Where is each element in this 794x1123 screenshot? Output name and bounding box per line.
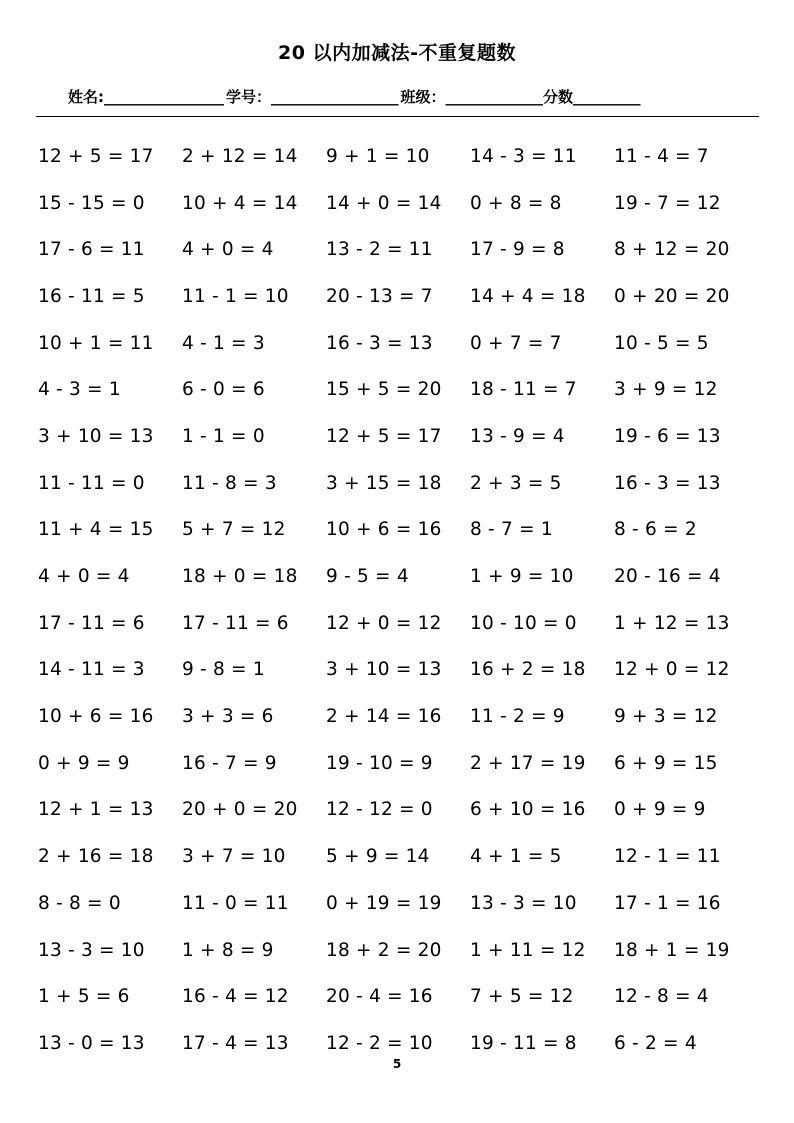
problem-item: 5 + 9 = 14 (326, 846, 430, 868)
problem-row (38, 133, 758, 180)
score-label: 分数 (543, 88, 574, 106)
problem-item: 10 - 5 = 5 (614, 332, 709, 354)
id-label: 学号： (226, 88, 272, 106)
problem-item: 1 + 8 = 9 (182, 939, 274, 961)
problem-item: 17 - 4 = 13 (182, 1032, 289, 1054)
problem-item: 20 - 16 = 4 (614, 566, 721, 588)
problem-item: 11 + 4 = 15 (38, 519, 154, 541)
problem-item: 10 - 10 = 0 (470, 612, 577, 634)
problem-item: 3 + 3 = 6 (182, 706, 274, 728)
problem-item: 2 + 14 = 16 (326, 706, 442, 728)
problem-item: 16 - 3 = 13 (326, 332, 433, 354)
problem-item: 0 + 7 = 7 (470, 332, 562, 354)
problem-row (38, 693, 758, 740)
problem-item: 14 - 3 = 11 (470, 145, 577, 167)
problem-item: 6 + 9 = 15 (614, 752, 718, 774)
problem-item: 3 + 10 = 13 (326, 659, 442, 681)
problem-item: 2 + 12 = 14 (182, 145, 298, 167)
problem-item: 2 + 17 = 19 (470, 752, 586, 774)
problem-item: 8 - 7 = 1 (470, 519, 553, 541)
problem-item: 11 - 8 = 3 (182, 472, 277, 494)
problem-row (38, 413, 758, 460)
problem-item: 19 - 10 = 9 (326, 752, 433, 774)
problem-item: 4 + 0 = 4 (182, 239, 274, 261)
problem-row (38, 180, 758, 227)
problem-item: 13 - 2 = 11 (326, 239, 433, 261)
problem-item: 12 + 5 = 17 (38, 145, 154, 167)
problem-item: 18 + 1 = 19 (614, 939, 730, 961)
problem-row (38, 460, 758, 507)
problem-item: 17 - 1 = 16 (614, 892, 721, 914)
problem-grid (38, 133, 758, 1067)
problem-item: 12 - 12 = 0 (326, 799, 433, 821)
problem-item: 0 + 8 = 8 (470, 192, 562, 214)
problem-item: 17 - 11 = 6 (182, 612, 289, 634)
name-blank: ________________ (104, 88, 224, 106)
problem-row (38, 880, 758, 927)
problem-item: 11 - 2 = 9 (470, 706, 565, 728)
problem-item: 13 - 9 = 4 (470, 425, 565, 447)
worksheet-title: 20 以内加减法-不重复题数 (278, 42, 516, 64)
problem-item: 2 + 3 = 5 (470, 472, 562, 494)
problem-item: 11 - 11 = 0 (38, 472, 145, 494)
problem-item: 13 - 0 = 13 (38, 1032, 145, 1054)
problem-item: 15 + 5 = 20 (326, 379, 442, 401)
problem-item: 4 + 1 = 5 (470, 846, 562, 868)
problem-item: 9 + 1 = 10 (326, 145, 430, 167)
problem-item: 16 - 3 = 13 (614, 472, 721, 494)
problem-item: 6 - 0 = 6 (182, 379, 265, 401)
problem-item: 12 + 0 = 12 (614, 659, 730, 681)
problem-item: 10 + 6 = 16 (38, 706, 154, 728)
problem-item: 8 - 6 = 2 (614, 519, 697, 541)
problem-item: 16 - 4 = 12 (182, 986, 289, 1008)
problem-item: 1 + 11 = 12 (470, 939, 586, 961)
page-number: 5 (392, 1057, 402, 1071)
problem-item: 15 - 15 = 0 (38, 192, 145, 214)
problem-item: 9 - 8 = 1 (182, 659, 265, 681)
problem-row (38, 226, 758, 273)
problem-item: 16 - 7 = 9 (182, 752, 277, 774)
problem-item: 12 - 1 = 11 (614, 846, 721, 868)
problem-item: 18 + 0 = 18 (182, 566, 298, 588)
problem-item: 1 + 5 = 6 (38, 986, 130, 1008)
problem-item: 0 + 20 = 20 (614, 285, 730, 307)
problem-item: 19 - 11 = 8 (470, 1032, 577, 1054)
problem-item: 13 - 3 = 10 (38, 939, 145, 961)
problem-item: 5 + 7 = 12 (182, 519, 286, 541)
problem-item: 4 - 3 = 1 (38, 379, 121, 401)
problem-item: 12 + 0 = 12 (326, 612, 442, 634)
problem-item: 6 - 2 = 4 (614, 1032, 697, 1054)
problem-item: 10 + 1 = 11 (38, 332, 154, 354)
problem-item: 9 - 5 = 4 (326, 566, 409, 588)
problem-row (38, 973, 758, 1020)
problem-item: 16 + 2 = 18 (470, 659, 586, 681)
problem-item: 17 - 6 = 11 (38, 239, 145, 261)
problem-item: 3 + 9 = 12 (614, 379, 718, 401)
problem-row (38, 507, 758, 554)
problem-row (38, 366, 758, 413)
header-divider (36, 116, 759, 117)
problem-item: 8 - 8 = 0 (38, 892, 121, 914)
problem-item: 12 + 5 = 17 (326, 425, 442, 447)
problem-item: 18 + 2 = 20 (326, 939, 442, 961)
class-blank: _____________ (445, 88, 544, 106)
problem-item: 10 + 4 = 14 (182, 192, 298, 214)
problem-item: 19 - 7 = 12 (614, 192, 721, 214)
problem-item: 12 - 8 = 4 (614, 986, 709, 1008)
problem-item: 12 - 2 = 10 (326, 1032, 433, 1054)
problem-item: 2 + 16 = 18 (38, 846, 154, 868)
problem-row (38, 320, 758, 367)
problem-item: 10 + 6 = 16 (326, 519, 442, 541)
problem-item: 9 + 3 = 12 (614, 706, 718, 728)
problem-item: 20 - 13 = 7 (326, 285, 433, 307)
score-blank: _________ (573, 88, 641, 106)
problem-row (38, 273, 758, 320)
student-info-line (68, 86, 641, 107)
problem-item: 17 - 11 = 6 (38, 612, 145, 634)
problem-item: 11 - 4 = 7 (614, 145, 709, 167)
problem-item: 17 - 9 = 8 (470, 239, 565, 261)
problem-item: 4 - 1 = 3 (182, 332, 265, 354)
problem-item: 11 - 1 = 10 (182, 285, 289, 307)
problem-item: 11 - 0 = 11 (182, 892, 289, 914)
problem-item: 13 - 3 = 10 (470, 892, 577, 914)
problem-item: 14 + 4 = 18 (470, 285, 586, 307)
problem-item: 1 + 9 = 10 (470, 566, 574, 588)
problem-item: 6 + 10 = 16 (470, 799, 586, 821)
problem-item: 16 - 11 = 5 (38, 285, 145, 307)
problem-row (38, 927, 758, 974)
problem-item: 0 + 9 = 9 (614, 799, 706, 821)
problem-item: 3 + 7 = 10 (182, 846, 286, 868)
problem-item: 1 - 1 = 0 (182, 425, 265, 447)
problem-item: 20 - 4 = 16 (326, 986, 433, 1008)
problem-row (38, 600, 758, 647)
problem-row (38, 787, 758, 834)
problem-item: 3 + 10 = 13 (38, 425, 154, 447)
problem-row (38, 833, 758, 880)
problem-item: 4 + 0 = 4 (38, 566, 130, 588)
problem-item: 0 + 9 = 9 (38, 752, 130, 774)
problem-item: 14 - 11 = 3 (38, 659, 145, 681)
problem-item: 20 + 0 = 20 (182, 799, 298, 821)
problem-item: 18 - 11 = 7 (470, 379, 577, 401)
problem-item: 3 + 15 = 18 (326, 472, 442, 494)
problem-row (38, 647, 758, 694)
problem-row (38, 740, 758, 787)
problem-item: 8 + 12 = 20 (614, 239, 730, 261)
problem-item: 0 + 19 = 19 (326, 892, 442, 914)
problem-row (38, 553, 758, 600)
problem-item: 12 + 1 = 13 (38, 799, 154, 821)
problem-item: 1 + 12 = 13 (614, 612, 730, 634)
problem-item: 19 - 6 = 13 (614, 425, 721, 447)
id-blank: _________________ (271, 88, 399, 106)
class-label: 班级： (400, 88, 446, 106)
problem-item: 14 + 0 = 14 (326, 192, 442, 214)
problem-item: 7 + 5 = 12 (470, 986, 574, 1008)
name-label: 姓名: (68, 88, 104, 106)
